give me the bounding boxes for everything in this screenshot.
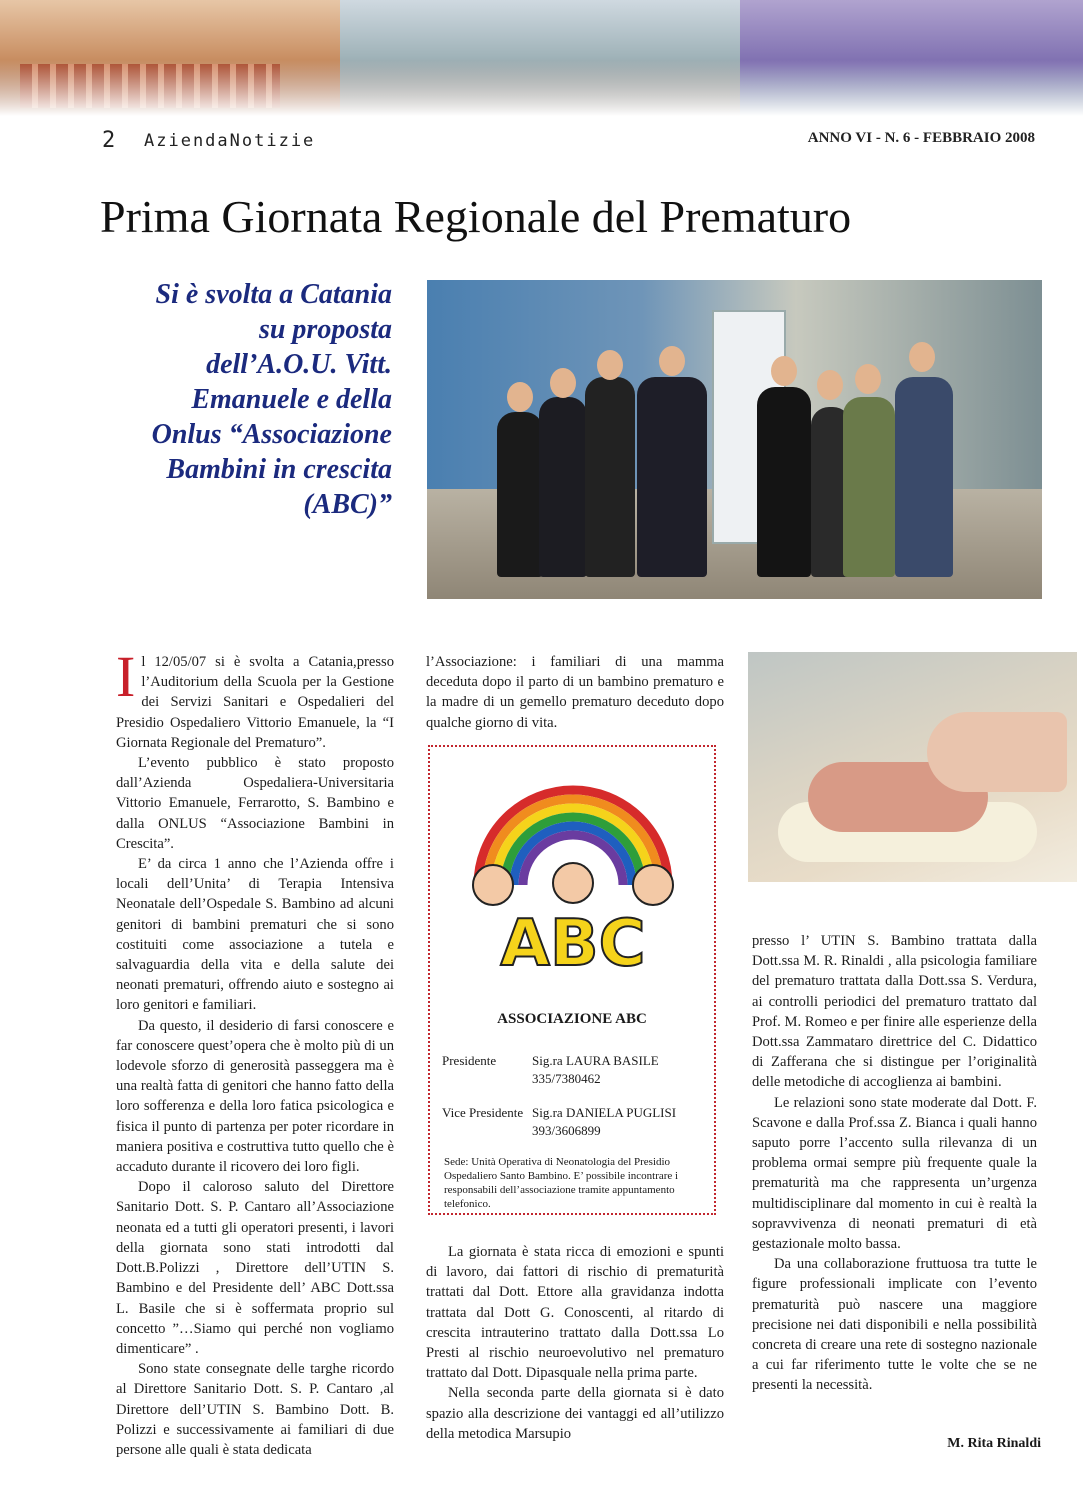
group-photo	[427, 280, 1042, 599]
article-headline: Prima Giornata Regionale del Prematuro	[100, 191, 852, 242]
drop-cap: I	[116, 644, 136, 709]
author-signature: M. Rita Rinaldi	[947, 1436, 1041, 1451]
abc-logo-text: ABC	[500, 907, 646, 975]
abc-contact-note: Sede: Unità Operativa di Neonatologia del Presidio Ospedaliero Santo Bambino. E’ possibile incontrare i responsabili dell’associazione tramite appuntamento telefonico.	[444, 1156, 679, 1210]
vice-president-phone: 393/3606899	[532, 1123, 601, 1138]
abc-title: ASSOCIAZIONE ABC	[497, 1011, 647, 1027]
section-name: AziendaNotizie	[144, 131, 316, 151]
president-phone: 335/7380462	[532, 1071, 601, 1086]
page-number: 2	[102, 128, 116, 153]
article-column-1: Il 12/05/07 si è svolta a Catania,presso l’Auditorium della Scuola per la Gestione dei Servizi Sanitari e Ospedalieri del Presidio Ospedaliero Vittorio Emanuele, la “I Giornata Regionale del Prematuro”. L’evento pubblico è stato proposto dall’Azienda Ospedaliera-Universitaria Vittorio Emanuele, Ferrarotto, S. Bambino e dalla ONLUS “Associazione Bambini in Crescita”. E’ da circa 1 anno che l’Azienda offre i locali dell’Unita’ di Terapia Intensiva Neonatale dell’Ospedale S. Bambino ad alcuni genitori di bambini prematuri che si sono costituiti come associazione a tutela e salvaguardia della vita e della salute dei neonati prematuri, offrendo aiuto e sostegno ai loro genitori e familiari. Da questo, il desiderio di farsi conoscere e far conoscere quest’opera che è molto più di un lodevole sforzo di generosità passeggera ma è una realtà fatta di genitori che hanno fatto della loro sofferenza e della loro fatica psicologica e fisica il punto di partenza per poter ricordare in maniera positiva e costruttiva tutto quello che è accaduto durante il ricovero dei loro figli. Dopo il caloroso saluto del Direttore Sanitario Dott. S. P. Cantaro all’Associazione neonata ed a tutti gli operatori presenti, i lavori della giornata sono stati introdotti dal Dott.B.Polizzi , Direttore dell’UTIN S. Bambino e del Presidente dell’ ABC Dott.ssa L. Basile che si è soffermata proprio sul concetto ”…Siamo qui perché non vogliamo dimenticare” . Sono state consegnate delle targhe ricordo al Direttore Sanitario Dott. S. P. Cantaro ,al Direttore dell’UTIN S. Bambino Dott. B. Polizzi e successivamente ai familiari di due persone alle quali è stata dedicata	[116, 644, 394, 1458]
newborn-photo	[748, 652, 1077, 882]
abc-president-row: Presidente Sig.ra LAURA BASILE 335/7380462	[442, 1053, 659, 1086]
article-column-3: presso l’ UTIN S. Bambino trattata dalla Dott.ssa M. R. Rinaldi , alla psicologia familiare del prematuro trattata dalla Dott.ssa S. Verdura, ai controlli periodici del prematuro trattato dal Prof. M. Romeo e per finire alle esperienze della Dott.ssa Zammataro direttrice del C. Didattico di Zafferana che si distingue per l’originalità delle metodiche di accoglienza ai bambini. Le relazioni sono state moderate dal Dott. F. Scavone e dalla Prof.ssa Z. Bianca i quali hanno saputo porre l’accento sulla rilevanza di un problema ormai sempre più frequente quale la prematurità ma che rappresenta un’urgenza multidisciplinare dal momento in cui è realtà la sopravvivenza di neonati prematuri di età gestazionale molto bassa. Da una collaborazione fruttuosa tra tutte le figure professionali implicate con l’evento prematurità può nascere una maggiore precisione nei dati disponibili e nella possibilità concreta di creare una rete di sostegno nazionale a cui far riferimento tutte le volte che se ne presenti la necessità.	[752, 933, 1037, 1394]
abc-logo	[448, 765, 698, 975]
article-column-2-top: l’Associazione: i familiari di una mamma deceduta dopo il parto di un bambino prematuro e la madre di un gemello prematuro deceduto dopo qualche giorno di vita.	[426, 654, 724, 731]
article-subhead: Si è svolta a Catania su proposta dell’A.O.U. Vitt. Emanuele e della Onlus “Associazione Bambini in crescita (ABC)”	[151, 279, 392, 520]
abc-vice-president-row: Vice Presidente Sig.ra DANIELA PUGLISI 393/3606899	[442, 1105, 677, 1138]
issue-info: ANNO VI - N. 6 - FEBBRAIO 2008	[807, 130, 1035, 146]
article-column-2-bottom: La giornata è stata ricca di emozioni e spunti di lavoro, dai fattori di rischio di prematurità trattati dal Dott. Ettore alla gravidanza indotta trattata dal Dott G. Conoscenti, al ritardo di crescita intrauterino trattato dalla Dott.ssa Lo Presti al rischio neuroevolutivo nel prematuro trattato dal Dott. Dipasquale nella prima parte. Nella seconda parte della giornata si è dato spazio alla descrizione dei vantaggi ed all’utilizzo della metodica Marsupio	[426, 1244, 724, 1442]
abc-association-box	[428, 745, 716, 1215]
